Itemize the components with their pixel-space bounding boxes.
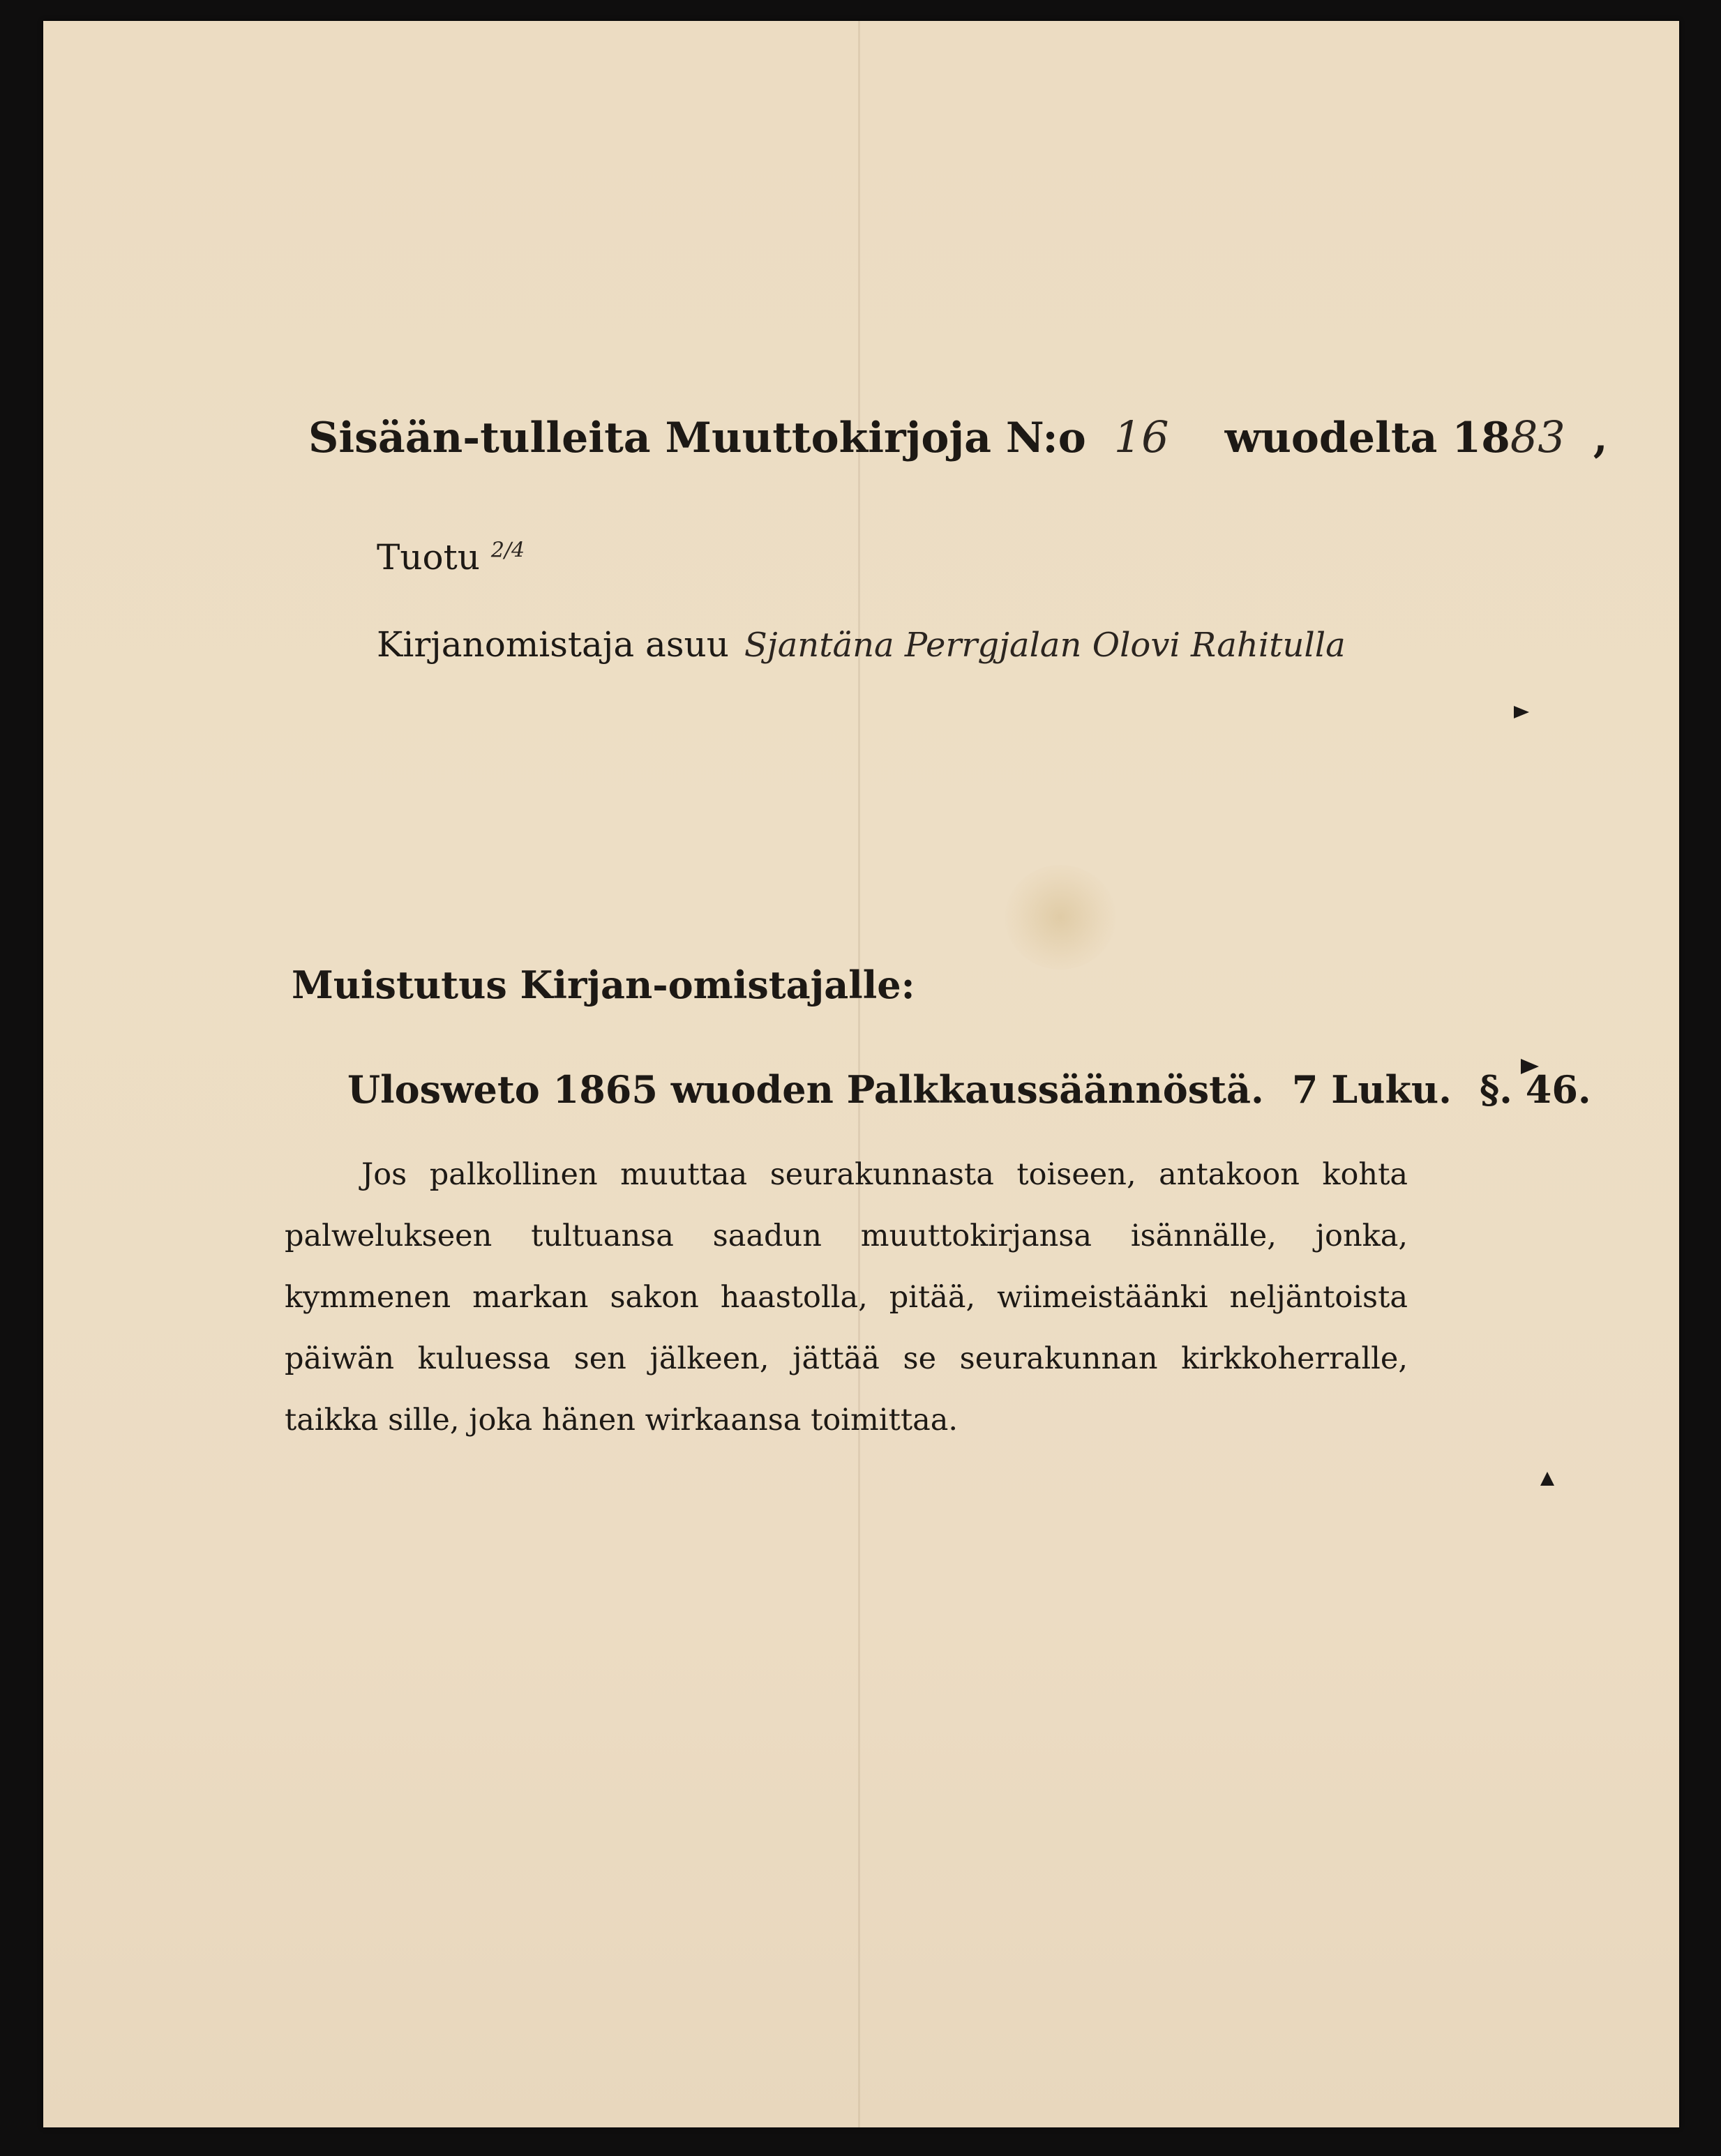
section-label: §. 46. (1479, 1067, 1591, 1112)
title-comma: , (1593, 414, 1608, 462)
reminder-heading: Muistutus Kirjan-omistajalle: (292, 963, 915, 1007)
paper-stain (1005, 865, 1116, 970)
register-number: 16 (1113, 412, 1169, 462)
brought-row (377, 537, 525, 578)
owner-residence: Sjantäna Perrgjalan Olovi Rahitulla (744, 626, 1346, 665)
owner-row (377, 624, 1346, 665)
regulation-subheading (347, 1067, 1591, 1112)
chapter-label: 7 Luku. (1291, 1067, 1452, 1112)
year-handwritten: 83 (1510, 412, 1565, 462)
form-title (308, 412, 1608, 462)
regulation-title: Ulosweto 1865 wuoden Palkkaussäännöstä. (347, 1067, 1264, 1112)
brought-label: Tuotu (377, 537, 480, 578)
year-label: wuodelta 18 (1224, 414, 1510, 462)
owner-label: Kirjanomistaja asuu (377, 624, 729, 665)
title-prefix: Sisään-tulleita Muuttokirjoja N:o (308, 414, 1086, 462)
regulation-body: Jos palkollinen muuttaa seurakunnasta toiseen, antakoon kohta palwelukseen tultuansa saadun muuttokirjansa isännälle, jonka, kymmenen markan sakon haastolla, pitää, wiimeistäänki neljäntoista päiwän kuluessa sen jälkeen, jättää se seurakunnan kirkkoherralle, taikka sille, joka hänen wirkaansa toimittaa. (285, 1157, 1408, 1438)
brought-date: 2/4 (490, 538, 525, 563)
